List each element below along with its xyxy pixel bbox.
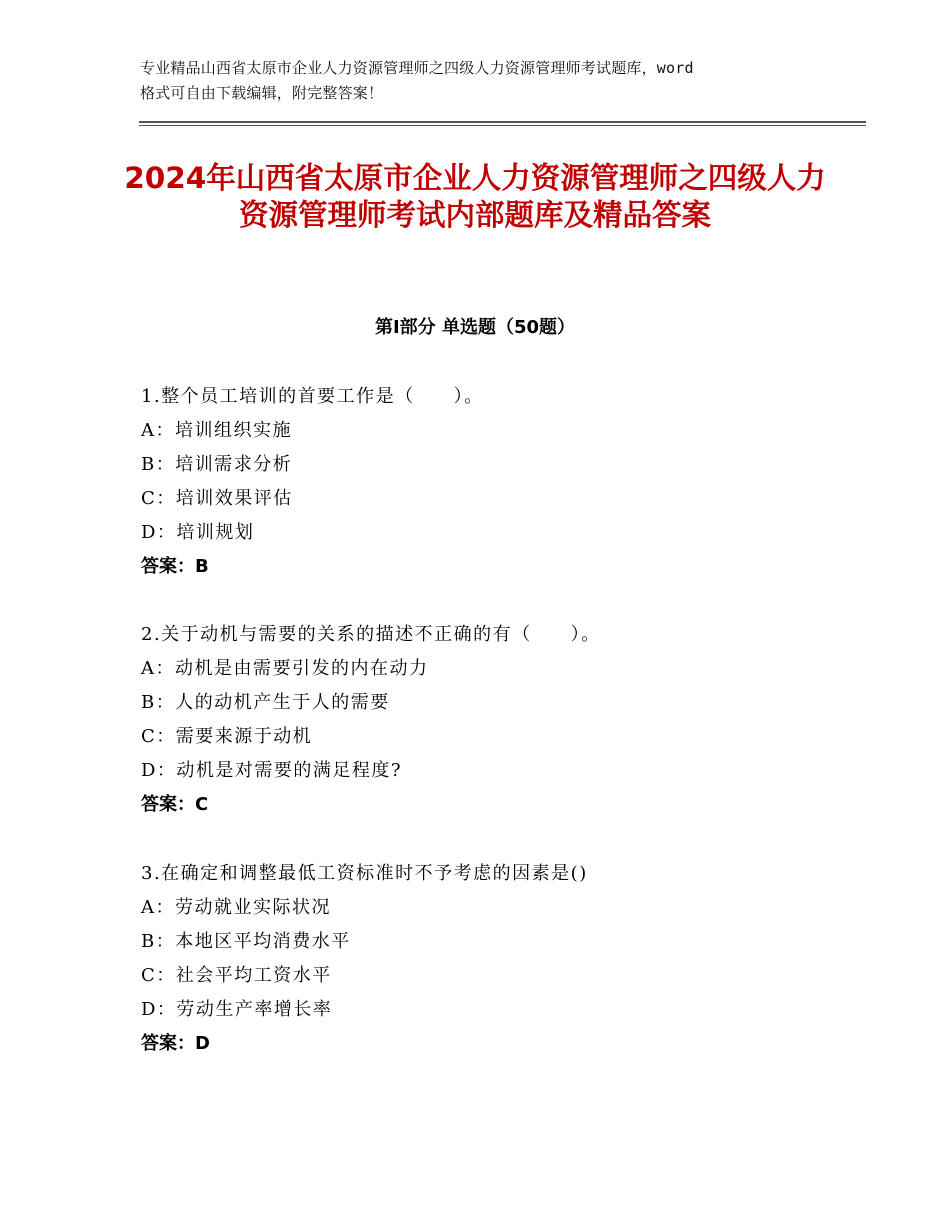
question-1 (141, 380, 861, 584)
question-3 (141, 857, 861, 1061)
option-c: C：需要来源于动机 (141, 726, 313, 747)
option-b: B：培训需求分析 (141, 454, 293, 475)
option-d: D：培训规划 (141, 522, 255, 543)
question-stem: 3.在确定和调整最低工资标准时不予考虑的因素是() (141, 863, 588, 884)
section-title: 第Ⅰ部分 单选题（50题） (374, 317, 575, 338)
answer: 答案：D (141, 1033, 210, 1054)
option-a: A：动机是由需要引发的内在动力 (141, 658, 429, 679)
question-stem: 2.关于动机与需要的关系的描述不正确的有（ ）。 (141, 624, 601, 645)
header-note (140, 56, 830, 106)
question-stem: 1.整个员工培训的首要工作是（ ）。 (141, 386, 484, 407)
option-d: D：劳动生产率增长率 (141, 999, 333, 1020)
option-a: A：培训组织实施 (141, 420, 292, 441)
document-title: 2024年山西省太原市企业人力资源管理师之四级人力资源管理师考试内部题库及精品答案 (124, 161, 826, 232)
option-c: C：社会平均工资水平 (141, 965, 332, 986)
option-c: C：培训效果评估 (141, 488, 293, 509)
option-d: D：动机是对需要的满足程度? (141, 760, 403, 781)
option-b: B：本地区平均消费水平 (141, 931, 351, 952)
question-2 (141, 618, 861, 822)
option-a: A：劳动就业实际状况 (141, 897, 331, 918)
header-divider-thick (139, 121, 866, 123)
header-note-line-1: 专业精品山西省太原市企业人力资源管理师之四级人力资源管理师考试题库，word (140, 59, 694, 77)
answer: 答案：B (141, 556, 209, 577)
answer: 答案：C (141, 794, 209, 815)
header-note-line-2: 格式可自由下载编辑，附完整答案！ (140, 84, 384, 102)
header-divider-thin (139, 125, 866, 126)
option-b: B：人的动机产生于人的需要 (141, 692, 390, 713)
